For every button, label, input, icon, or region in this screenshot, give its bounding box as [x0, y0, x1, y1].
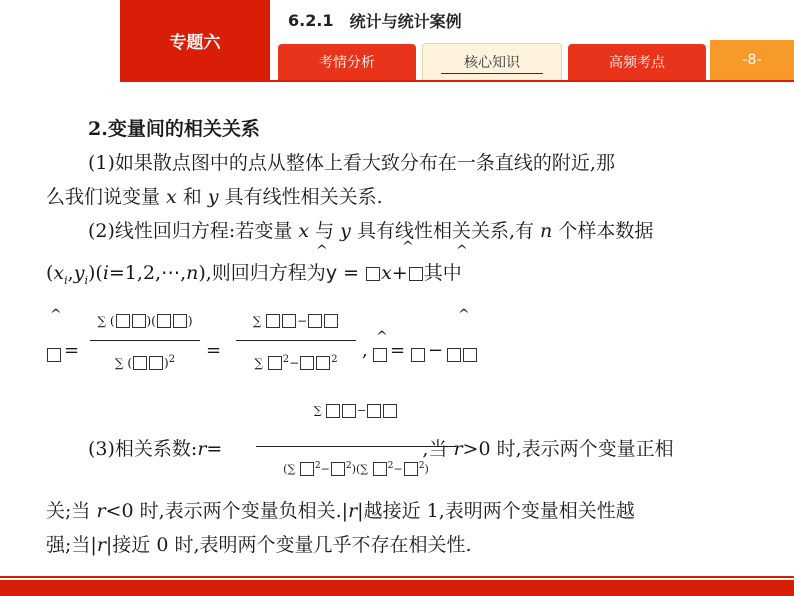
text-span: |接近 0 时,表明两个变量几乎不存在相关性. [105, 533, 472, 556]
paragraph-2-line-2 [46, 239, 762, 298]
denominator-1: ∑ ( )$^2$ [114, 353, 176, 370]
page-title [270, 0, 710, 40]
missing-glyph-box [331, 462, 345, 476]
missing-glyph-box [300, 462, 314, 476]
text-span: <0 时,表示两个变量负相关.| [105, 499, 349, 522]
var-i: i [102, 262, 109, 284]
sum-symbol: ∑ [97, 313, 106, 328]
missing-glyph-box [383, 404, 397, 418]
denominator-2: ∑ $^2$− $^2$ [254, 353, 338, 370]
equals-sign: = [390, 339, 406, 361]
var-xi: x [53, 262, 65, 284]
missing-glyph-box [132, 314, 146, 328]
text-span: , [67, 262, 74, 284]
missing-glyph-box [326, 404, 340, 418]
footer-divider [0, 576, 794, 578]
text-span: 么我们说变量 [46, 186, 167, 208]
numerator-1: ∑ ( )( ) [97, 313, 193, 328]
var-n: n [540, 220, 553, 242]
superscript-2: 2 [282, 353, 290, 365]
var-n: n [186, 262, 199, 284]
var-yi: y [73, 262, 85, 284]
missing-glyph-box [411, 348, 425, 362]
paragraph-4 [46, 494, 762, 528]
var-r: r [197, 437, 207, 460]
y-hat: y [325, 262, 338, 284]
text-span: (2)线性回归方程:若变量 [88, 220, 299, 242]
missing-glyph-box [308, 314, 322, 328]
hat-a-formula: ^ [376, 328, 388, 345]
hat-b-formula: ^ [50, 306, 62, 323]
missing-glyph-box [366, 267, 380, 281]
paragraph-1-line-2 [46, 180, 762, 214]
missing-glyph-box [463, 348, 477, 362]
text-span: 具有线性相关关系. [218, 186, 383, 208]
missing-glyph-box [404, 462, 418, 476]
missing-glyph-box [282, 314, 296, 328]
text-span: >0 时,表示两个变量正相 [462, 437, 674, 460]
var-r: r [348, 499, 358, 522]
var-r: r [96, 533, 106, 556]
text-span: 与 [309, 220, 341, 242]
sum-symbol: ∑ [114, 355, 124, 370]
b-hat-symbol [46, 338, 62, 372]
subscript-i: i [84, 273, 88, 287]
tab-exam-analysis[interactable]: 考情分析 [278, 44, 416, 80]
page-number: -8- [710, 40, 794, 80]
missing-glyph-box [373, 462, 387, 476]
var-y: y [340, 220, 351, 242]
section-heading: 2.变量间的相关关系 [88, 118, 260, 140]
correlation-coefficient [46, 394, 762, 494]
missing-glyph-box [268, 356, 282, 370]
hat-b: ^ [402, 239, 414, 255]
fraction-bar [90, 340, 200, 341]
sum-symbol: ∑ [313, 403, 322, 417]
equals-sign: = [206, 339, 222, 361]
main-content [46, 112, 762, 562]
sum-symbol: ∑ [254, 355, 263, 370]
text-span: = [337, 262, 366, 284]
tab-core-knowledge[interactable]: 核心知识 [422, 43, 562, 80]
r-denominator: (∑ $^2$− $^2$)(∑ $^2$− $^2$) [283, 459, 429, 476]
var-x: x [298, 220, 310, 242]
missing-glyph-box [316, 356, 330, 370]
text-span: x+ [381, 262, 408, 284]
header-divider [120, 80, 794, 82]
superscript-2: 2 [314, 459, 321, 471]
text-span: 强;当| [46, 533, 97, 556]
a-hat-symbol [372, 338, 388, 372]
text-span: ( [46, 262, 54, 284]
missing-glyph-box [157, 314, 171, 328]
missing-glyph-box [342, 404, 356, 418]
missing-glyph-box [47, 348, 61, 362]
missing-glyph-box [266, 314, 280, 328]
section-label: 专题六 [120, 0, 270, 80]
text-span: (3)相关系数: [88, 437, 198, 460]
var-r: r [453, 437, 463, 460]
text-span: )( [87, 262, 103, 284]
missing-glyph-box [447, 348, 461, 362]
missing-glyph-box [373, 348, 387, 362]
sum-symbol: ∑ [360, 462, 369, 476]
text-span: 和 [176, 186, 208, 208]
y-bar-symbol [410, 338, 426, 372]
text-span: ),则回归方程为 [198, 262, 326, 284]
text-span: 个样本数据 [552, 220, 654, 242]
minus-sign: − [428, 339, 444, 361]
superscript-2: 2 [418, 459, 425, 471]
tab-frequent-topics[interactable]: 高频考点 [568, 44, 706, 80]
var-r: r [96, 499, 106, 522]
text-span: = [206, 437, 223, 460]
text-span: 关;当 [46, 499, 97, 522]
missing-glyph-box [409, 267, 423, 281]
fraction-bar [236, 340, 356, 341]
b-hat-x-bar [446, 338, 478, 372]
missing-glyph-box [173, 314, 187, 328]
section-title: 统计与统计案例 [349, 11, 462, 31]
var-x: x [166, 186, 177, 208]
text-span: 具有线性相关关系,有 [350, 220, 541, 242]
paragraph-1-line-1: (1)如果散点图中的点从整体上看大致分布在一条直线的附近,那 [88, 152, 615, 174]
missing-glyph-box [116, 314, 130, 328]
text-span: ,当 [422, 437, 454, 460]
missing-glyph-box [133, 356, 147, 370]
text-span: 其中 [423, 262, 462, 284]
hat-b-2: ^ [458, 306, 470, 323]
hat-a: ^ [456, 243, 468, 259]
section-number: 6.2.1 [288, 10, 334, 30]
superscript-2: 2 [387, 459, 394, 471]
var-y: y [207, 186, 219, 208]
paragraph-5 [46, 528, 762, 562]
text-span: |越接近 1,表明两个变量相关性越 [357, 499, 635, 522]
hat-y: ^ [316, 243, 328, 259]
subscript-i: i [64, 273, 68, 287]
comma: , [362, 339, 368, 361]
footer-bar [0, 580, 794, 596]
missing-glyph-box [149, 356, 163, 370]
r-fraction [256, 394, 456, 487]
missing-glyph-box [300, 356, 314, 370]
fraction-1 [90, 304, 200, 380]
tab-bar [270, 40, 710, 80]
text-span: =1,2,⋯, [108, 262, 187, 284]
equals-sign: = [64, 339, 80, 361]
superscript-2: 2 [168, 353, 176, 365]
header-bar [0, 0, 794, 80]
fraction-bar [256, 446, 456, 447]
numerator-2: ∑ − [253, 304, 339, 338]
r-numerator: ∑ − [314, 394, 399, 428]
regression-formula [46, 298, 762, 394]
missing-glyph-box [367, 404, 381, 418]
fraction-2 [236, 304, 356, 380]
missing-glyph-box [324, 314, 338, 328]
sum-symbol: ∑ [287, 462, 296, 476]
superscript-2: 2 [331, 353, 338, 365]
superscript-2: 2 [345, 459, 352, 471]
sum-symbol: ∑ [252, 313, 262, 328]
